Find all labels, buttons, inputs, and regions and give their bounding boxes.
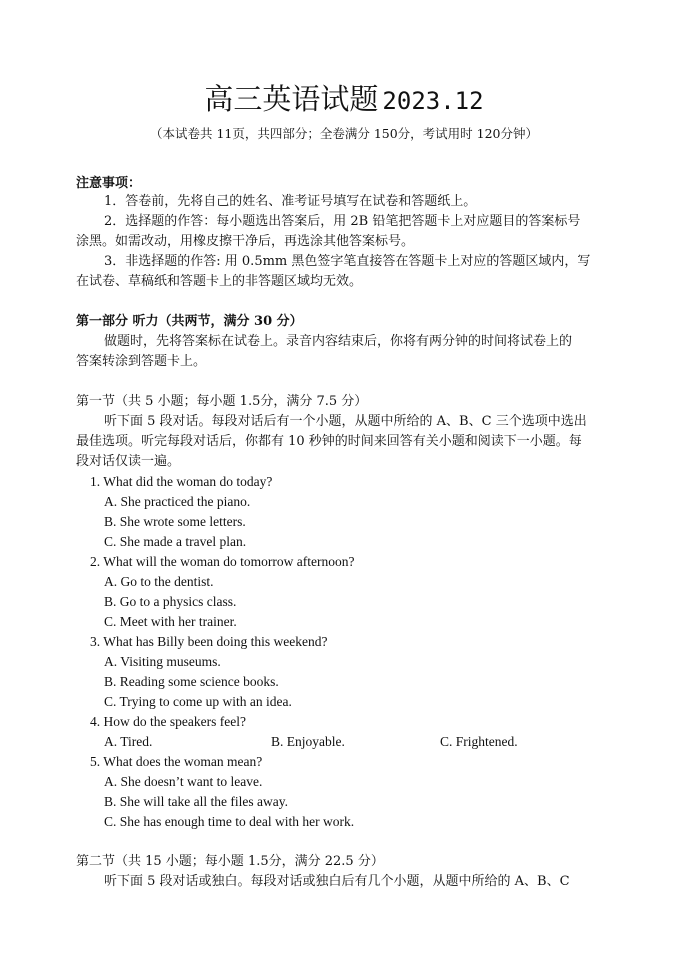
question-option: A. She practiced the piano.	[104, 494, 251, 509]
section2-instruction: 听下面 5 段对话或独白。每段对话或独白后有几个小题，从题中所给的 A、B、C	[104, 874, 570, 889]
section1-instruction: 段对话仅读一遍。	[76, 454, 181, 469]
question-option: C. Trying to come up with an idea.	[104, 694, 292, 709]
question-option: C. Frightened.	[440, 734, 518, 749]
notes-heading: 注意事项：	[76, 176, 142, 191]
question-option: C. She has enough time to deal with her work.	[104, 814, 355, 829]
section1-heading: 第一节（共 5 小题；每小题 1.5分，满分 7.5 分）	[76, 394, 368, 409]
section2-heading: 第二节（共 15 小题；每小题 1.5分，满分 22.5 分）	[76, 854, 384, 869]
section1-instruction: 听下面 5 段对话。每段对话后有一个小题，从题中所给的 A、B、C 三个选项中选出	[104, 414, 587, 429]
question-option: B. She wrote some letters.	[104, 514, 246, 529]
notes-line: 3．非选择题的作答: 用 0.5mm 黑色签字笔直接答在答题卡上对应的答题区域内，写	[104, 254, 591, 269]
question-text: 1. What did the woman do today?	[90, 474, 273, 489]
question-option: A. Tired.	[104, 734, 153, 749]
question-option: B. Enjoyable.	[271, 734, 345, 749]
question-option: A. Go to the dentist.	[104, 574, 214, 589]
question-option: A. Visiting museums.	[104, 654, 221, 669]
question-option: A. She doesn’t want to leave.	[104, 774, 263, 789]
notes-line: 1．答卷前，先将自己的姓名、准考证号填写在试卷和答题纸上。	[104, 194, 477, 209]
part1-heading: 第一部分 听力（共两节，满分 30 分）	[76, 314, 303, 329]
part1-instruction: 答案转涂到答题卡上。	[76, 354, 207, 369]
notes-line: 在试卷、草稿纸和答题卡上的非答题区域均无效。	[76, 274, 363, 289]
page-subtitle: （本试卷共 11页，共四部分；全卷满分 150分，考试用时 120分钟）	[149, 126, 539, 141]
question-text: 3. What has Billy been doing this weekend?	[90, 634, 328, 649]
question-text: 4. How do the speakers feel?	[90, 714, 246, 729]
question-option: B. Go to a physics class.	[104, 594, 237, 609]
question-option: B. She will take all the files away.	[104, 794, 288, 809]
question-text: 2. What will the woman do tomorrow afternoon?	[90, 554, 355, 569]
page-title	[0, 82, 688, 118]
question-text: 5. What does the woman mean?	[90, 754, 263, 769]
notes-line: 涂黑。如需改动，用橡皮擦干净后，再选涂其他答案标号。	[76, 234, 415, 249]
question-option: B. Reading some science books.	[104, 674, 279, 689]
question-option: C. She made a travel plan.	[104, 534, 247, 549]
notes-line: 2．选择题的作答：每小题选出答案后，用 2B 铅笔把答题卡上对应题目的答案标号	[104, 214, 581, 229]
title-year: 2023.12	[382, 87, 484, 115]
title-text: 高三英语试题	[204, 82, 379, 116]
section1-instruction: 最佳选项。听完每段对话后，你都有 10 秒钟的时间来回答有关小题和阅读下一小题。每	[76, 434, 582, 449]
part1-instruction: 做题时，先将答案标在试卷上。录音内容结束后，你将有两分钟的时间将试卷上的	[104, 334, 573, 349]
question-option: C. Meet with her trainer.	[104, 614, 237, 629]
